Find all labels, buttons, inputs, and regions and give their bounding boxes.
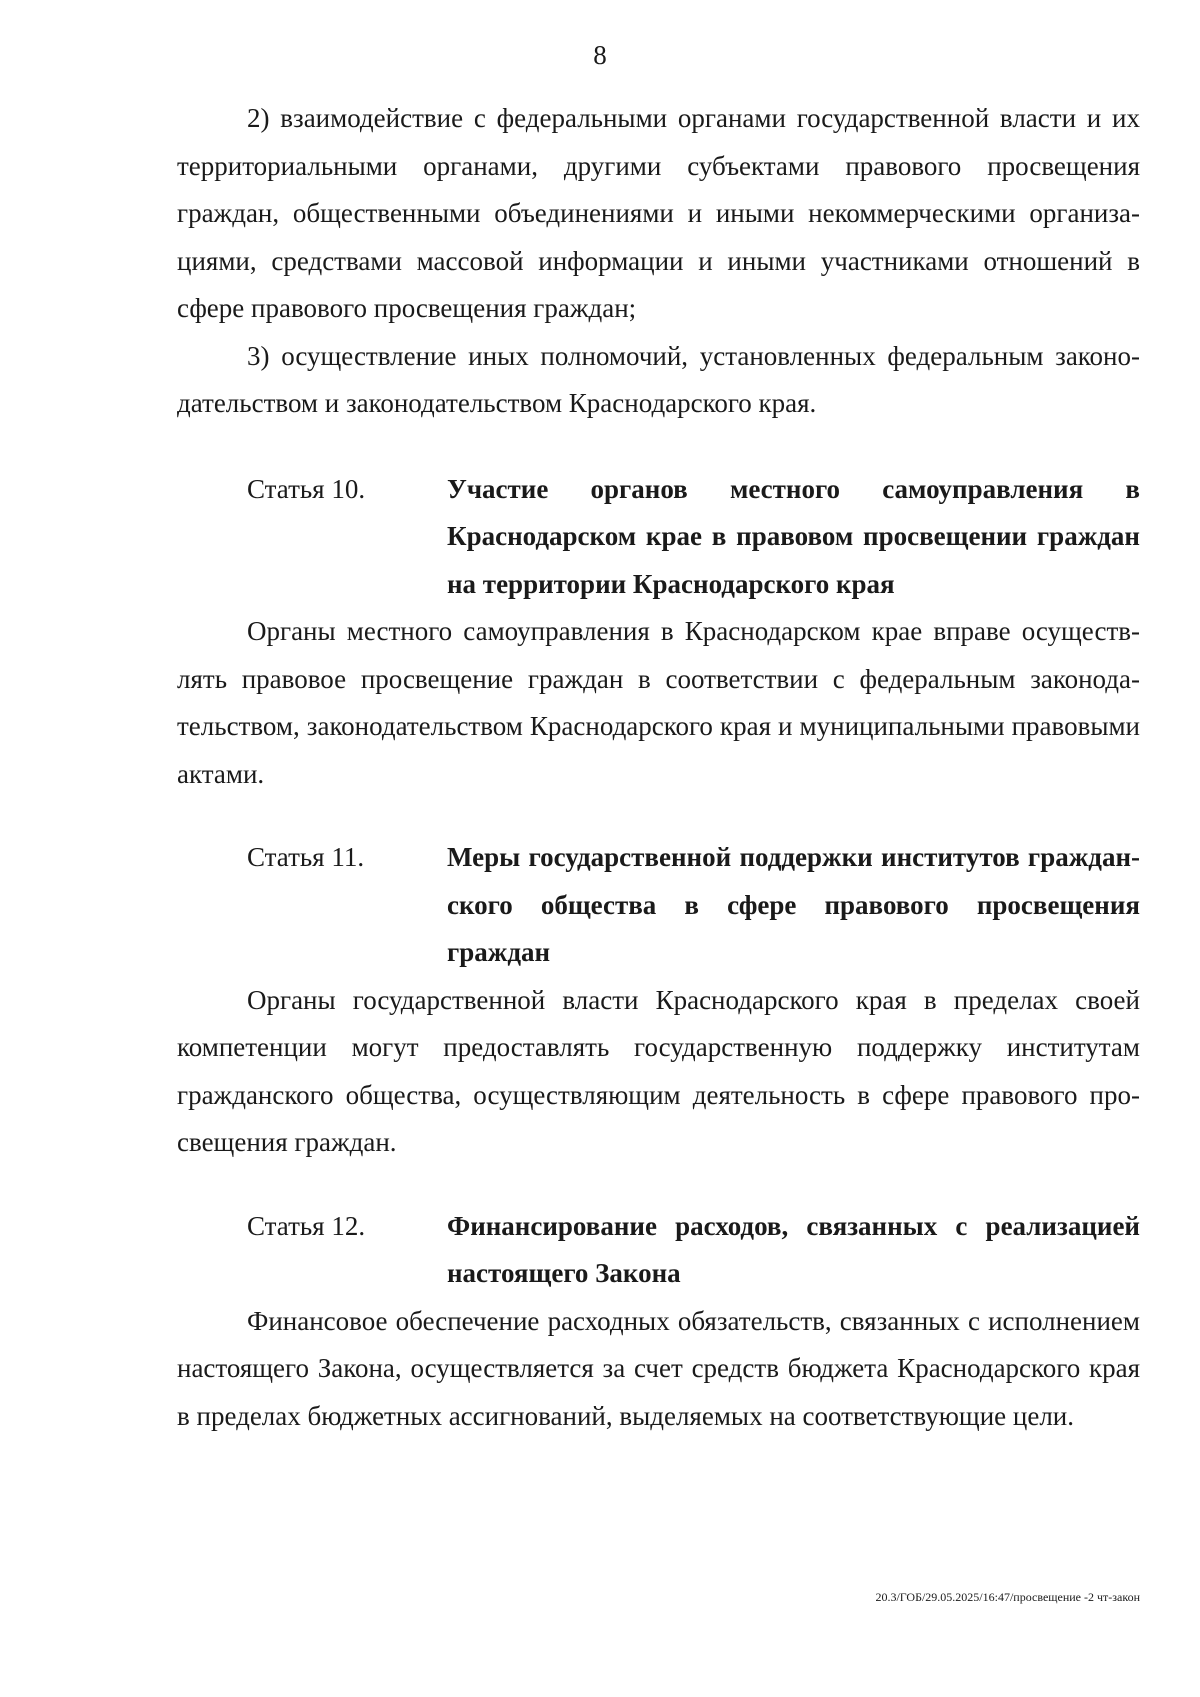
- article-number: Статья 11.: [247, 842, 365, 872]
- article-body: Органы местного самоуправления в Краснодарском крае вправе осуществлять правовое просвещение граждан в соответствии с федеральным законодательством, законодательством Краснодарского края и муниципальными правовыми актами.: [177, 616, 1140, 789]
- page-number: 8: [593, 40, 607, 70]
- article-heading: [247, 834, 1140, 977]
- article-12: [177, 1203, 1140, 1441]
- document-body: [177, 95, 1140, 1440]
- article-body: Финансовое обеспечение расходных обязательств, связанных с исполнением настоящего Закона, осуществляется за счет средств бюджета Краснодарского края в пределах бюджетных ассигнований, выделяемых на соответствующие цели.: [177, 1305, 1140, 1431]
- paragraph-item-2: 2) взаимодействие с федеральными органами государственной власти и их территориальными органами, другими субъектами правового просвещения граждан, общественными объединениями и иными некоммерческими организациями, средствами массовой информации и иными участниками отношений в сфере правового просвещения граждан;: [177, 103, 1140, 323]
- article-number: Статья 12.: [247, 1210, 366, 1241]
- article-heading: [247, 466, 1140, 609]
- article-10: [177, 466, 1140, 799]
- article-11: [177, 834, 1140, 1167]
- article-number: Статья 10.: [247, 473, 366, 504]
- paragraph-item-3: 3) осуществление иных полномочий, установленных федеральным законодательством и законодательством Краснодарского края.: [177, 340, 1140, 418]
- article-title: Меры государственной поддержки институтов гражданского общества в сфере правового просвещения граждан: [447, 842, 1140, 967]
- article-title: Финансирование расходов, связанных с реализацией настоящего Закона: [447, 1210, 1140, 1288]
- document-footer-code: 20.3/ГОБ/29.05.2025/16:47/просвещение -2 чт-закон: [875, 1590, 1140, 1604]
- article-title: Участие органов местного самоуправления в Краснодарском крае в правовом просвещении граждан на территории Краснодарского края: [447, 473, 1140, 599]
- article-body: Органы государственной власти Краснодарского края в пределах своей компетенции могут предоставлять государственную поддержку институтам гражданского общества, осуществляющим деятельность в сфере правового просвещения граждан.: [177, 984, 1140, 1157]
- article-heading: [247, 1203, 1140, 1298]
